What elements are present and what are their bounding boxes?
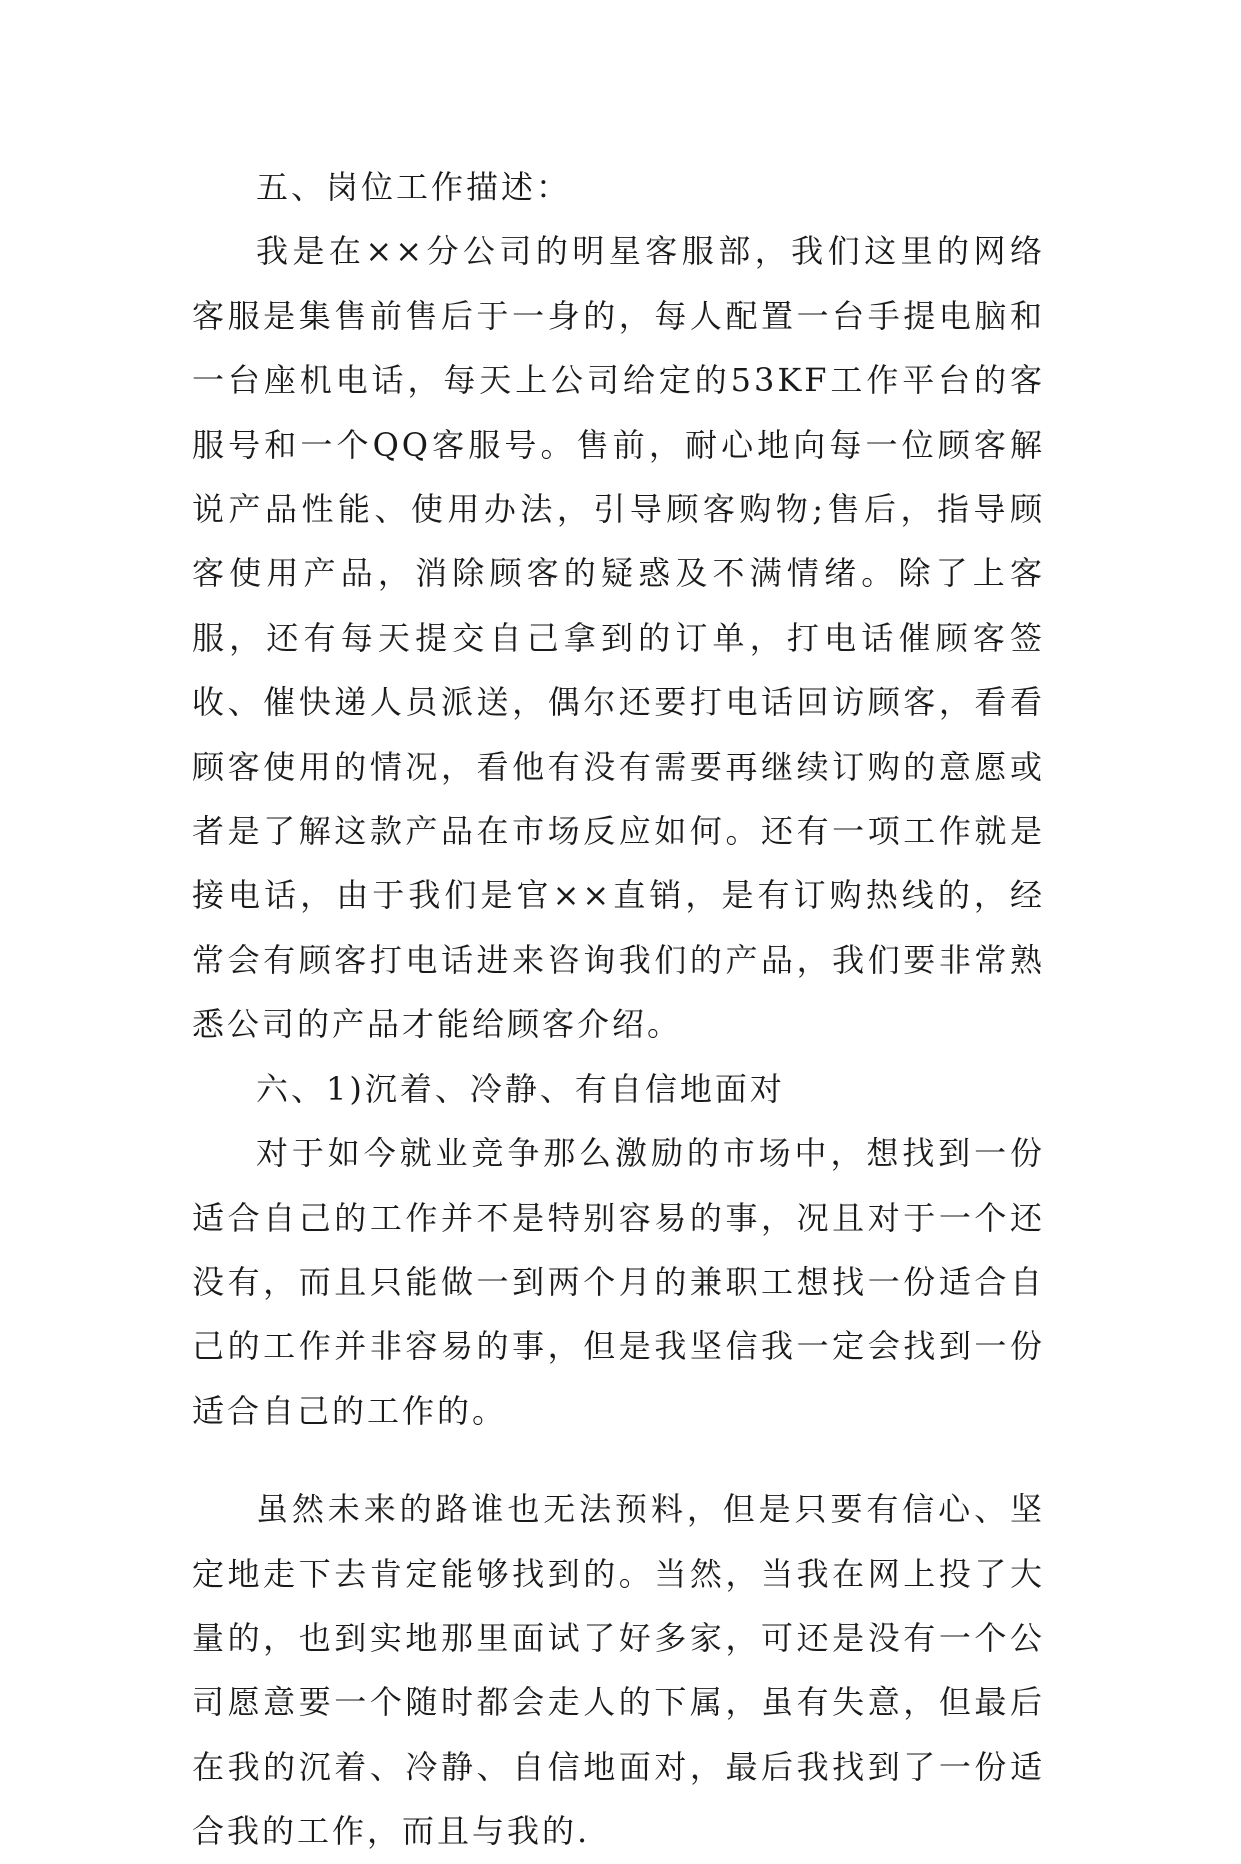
document-body <box>192 155 1045 1864</box>
paragraph-future-path: 虽然未来的路谁也无法预料，但是只要有信心、坚定地走下去肯定能够找到的。当然，当我在网上投了大量的，也到实地那里面试了好多家，可还是没有一个公司愿意要一个随时都会走人的下属，虽有失意，但最后在我的沉着、冷静、自信地面对，最后我找到了一份适合我的工作，而且与我的. <box>192 1490 1045 1851</box>
paragraph-job-search: 对于如今就业竞争那么激励的市场中，想找到一份适合自己的工作并不是特别容易的事，况且对于一个还没有，而且只能做一到两个月的兼职工想找一份适合自己的工作并非容易的事，但是我坚信我一定会找到一份适合自己的工作的。 <box>192 1134 1045 1430</box>
section-heading-job-description: 五、岗位工作描述： <box>256 168 572 206</box>
section-heading-calm-confident: 六、1)沉着、冷静、有自信地面对 <box>256 1069 785 1108</box>
paragraph-job-description: 我是在××分公司的明星客服部，我们这里的网络客服是集售前售后于一身的，每人配置一台手提电脑和一台座机电话，每天上公司给定的53KF工作平台的客服号和一个QQ客服号。售前，耐心地向每一位顾客解说产品性能、使用办法，引导顾客购物;售后，指导顾客使用产品，消除顾客的疑惑及不满情绪。除了上客服，还有每天提交自己拿到的订单，打电话催顾客签收、催快递人员派送，偶尔还要打电话回访顾客，看看顾客使用的情况，看他有没有需要再继续订购的意愿或者是了解这款产品在市场反应如何。还有一项工作就是接电话，由于我们是官××直销，是有订购热线的，经常会有顾客打电话进来咨询我们的产品，我们要非常熟悉公司的产品才能给顾客介绍。 <box>192 232 1045 1044</box>
